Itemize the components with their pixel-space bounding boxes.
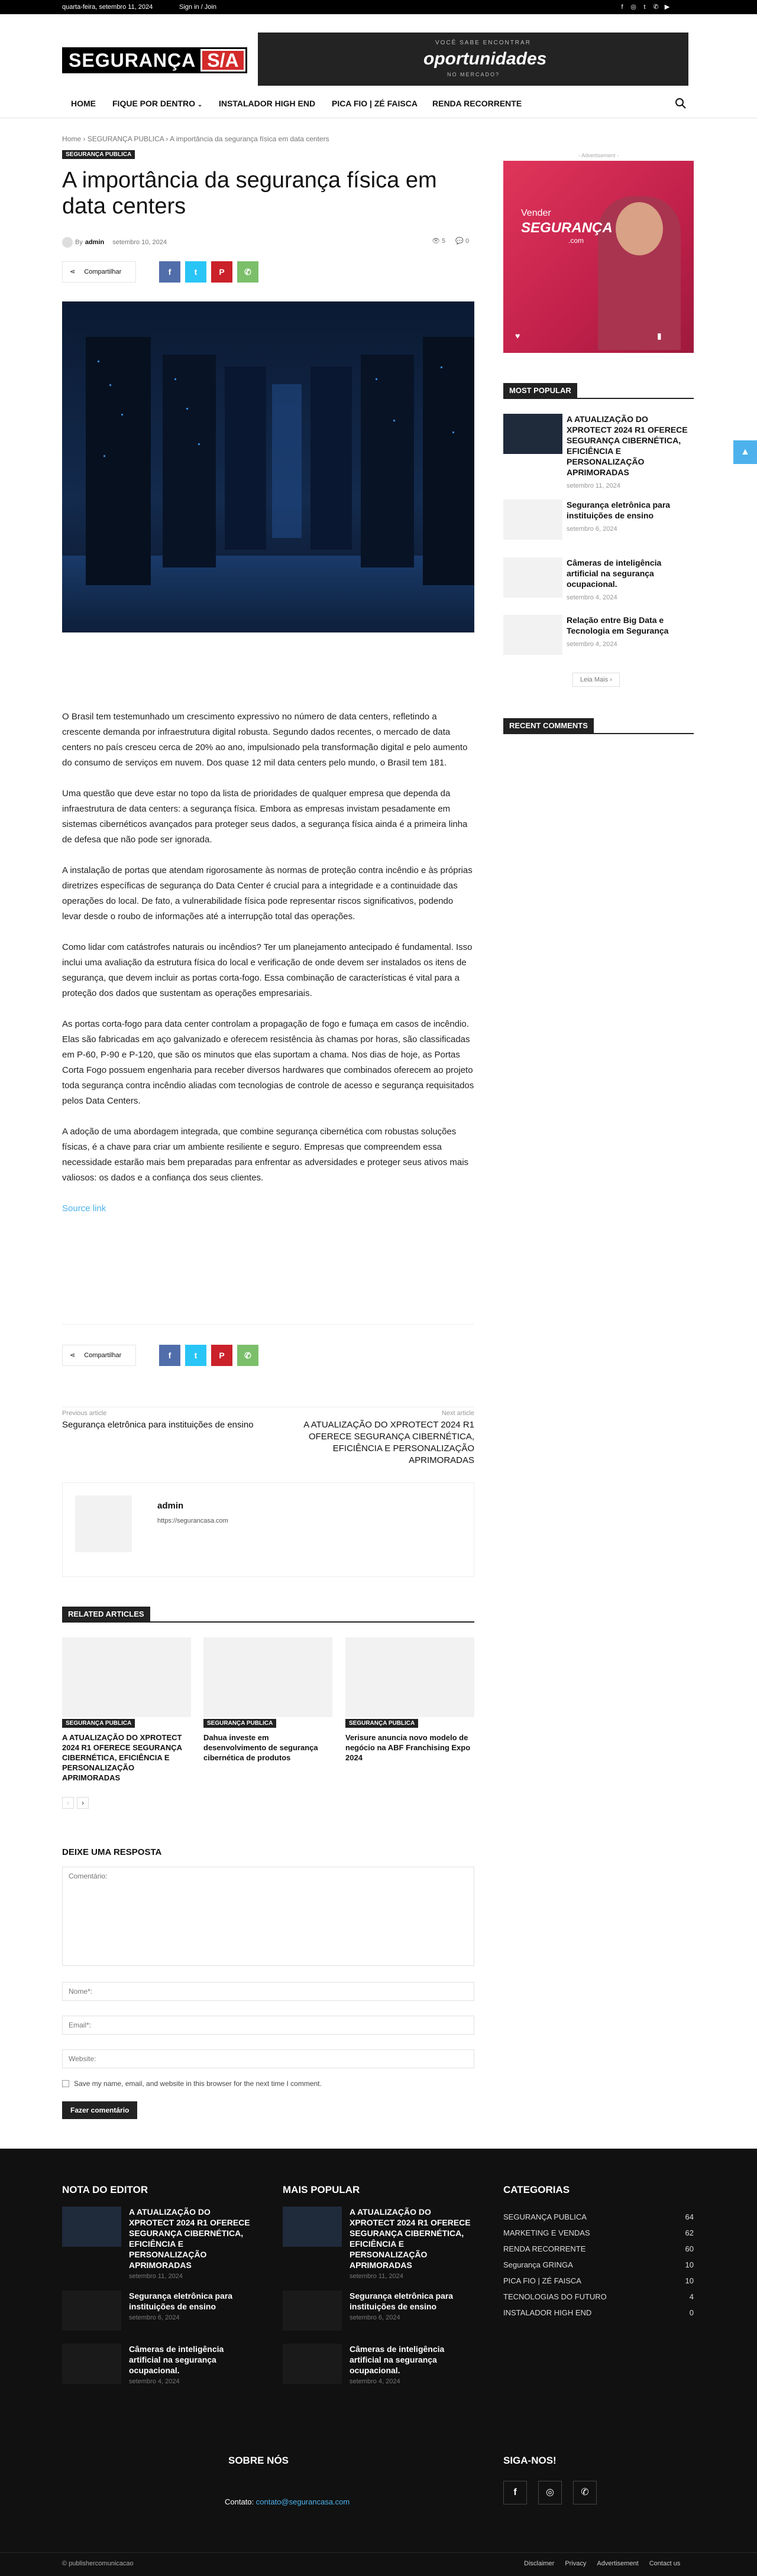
most-popular-item-date: setembro 11, 2024 [567,482,620,489]
footer-popular-item[interactable] [350,2344,474,2385]
contact-label: Contato: [225,2497,254,2506]
most-popular-thumbnail[interactable] [503,414,562,454]
author-box-url[interactable]: https://segurancasa.com [157,1517,228,1524]
most-popular-item-title[interactable]: Câmeras de inteligência artificial na segurança ocupacional. [567,558,662,589]
related-card[interactable] [62,1637,191,1783]
nav-item-instalador[interactable]: INSTALADOR HIGH END [219,99,316,108]
most-popular-title: MOST POPULAR [503,383,577,398]
most-popular-item-title[interactable]: Relação entre Big Data e Tecnologia em Segurança [567,615,669,635]
footer-category-item[interactable] [503,2228,694,2237]
related-category-tag[interactable]: SEGURANÇA PUBLICA [62,1719,135,1728]
next-article-title: A ATUALIZAÇÃO DO XPROTECT 2024 R1 OFERECE SEGURANÇA CIBERNÉTICA, EFICIÊNCIA E PERSONALIZAÇÃO APRIMORADAS [303,1420,474,1465]
share-icon: ⋖ [70,1352,76,1359]
whatsapp-share-button[interactable]: ✆ [237,1345,258,1366]
footer-editor-title: NOTA DO EDITOR [62,2184,148,2195]
current-date: quarta-feira, setembro 11, 2024 [62,4,153,11]
footer-item-title[interactable]: Câmeras de inteligência artificial na segurança ocupacional. [129,2344,224,2375]
footer-editor-thumbnail[interactable] [62,2207,121,2247]
footer-editor-item[interactable] [129,2344,253,2385]
share-button[interactable] [62,261,136,283]
website-field[interactable] [62,2049,474,2068]
related-title[interactable]: A ATUALIZAÇÃO DO XPROTECT 2024 R1 OFERECE SEGURANÇA CIBERNÉTICA, EFICIÊNCIA E PERSONALIZAÇÃO APRIMORADAS [62,1733,182,1782]
search-icon[interactable] [675,98,687,109]
load-more-button[interactable] [572,673,620,687]
whatsapp-share-button[interactable]: ✆ [237,261,258,283]
breadcrumb-sep: › [83,135,86,143]
logo-text: SEGURANÇA [69,49,196,71]
footer-category-item[interactable] [503,2244,694,2253]
most-popular-item-date: setembro 4, 2024 [567,594,617,601]
footer-category-item[interactable] [503,2212,694,2221]
related-articles-title: RELATED ARTICLES [62,1607,150,1621]
footer-link-privacy[interactable]: Privacy [565,2560,587,2567]
header-banner-ad[interactable] [258,33,688,86]
load-more-label: Leia Mais [580,676,609,683]
footer-popular-thumbnail[interactable] [283,2207,342,2247]
advertisement-label: - Advertisement - [578,153,619,158]
nav-item-label: FIQUE POR DENTRO [112,99,196,108]
source-link[interactable]: Source link [62,1203,106,1214]
post-category-tag[interactable]: SEGURANÇA PUBLICA [62,150,135,159]
author-avatar[interactable] [62,237,73,248]
footer-popular-thumbnail[interactable] [283,2344,342,2384]
nav-item-renda-recorrente[interactable]: RENDA RECORRENTE [432,99,522,108]
footer-item-title[interactable]: A ATUALIZAÇÃO DO XPROTECT 2024 R1 OFERECE SEGURANÇA CIBERNÉTICA, EFICIÊNCIA E PERSONALIZAÇÃO APRIMORADAS [129,2207,250,2270]
submit-comment-button[interactable]: Fazer comentário [62,2101,137,2119]
most-popular-item[interactable] [567,615,694,648]
reply-title: DEIXE UMA RESPOSTA [62,1847,162,1857]
article-paragraph: A instalação de portas que atendam rigorosamente às normas de proteção contra incêndio e às próprias diretrizes específicas de segurança do Data Center é crucial para a integridade e a continuidade das operações do local. De fato, a vulnerabilidade física pode representar riscos significativos, podendo levar desde o roubo de informações até a interrupção total das operações. [62,865,473,922]
share-label: Compartilhar [84,1352,122,1359]
most-popular-thumbnail[interactable] [503,557,562,598]
post-stats [432,237,469,245]
related-title[interactable]: Dahua investe em desenvolvimento de segurança cibernética de produtos [203,1733,318,1762]
eye-icon: 👁 [432,238,440,245]
footer-link-contact[interactable]: Contact us [649,2560,681,2567]
most-popular-item[interactable] [567,414,694,489]
footer-popular-item[interactable] [350,2207,474,2280]
footer-popular-item[interactable] [350,2291,474,2321]
twitter-icon[interactable]: t [643,4,646,11]
most-popular-item[interactable] [567,557,694,601]
twitter-share-button[interactable]: t [185,261,206,283]
article-paragraph: Como lidar com catástrofes naturais ou incêndios? Ter um planejamento antecipado é fundamental. Isso inclui uma avaliação da estrutura física do local e verificação de onde devem ser instalados os itens de segurança, que devem incluir as portas corta-fogo. Essa combinação de características é vital para a proteção dos dados que sustentam as operações empresariais. [62,942,473,998]
footer-item-date: setembro 4, 2024 [129,2378,180,2385]
banner-line3: NO MERCADO? [447,72,500,77]
footer-link-disclaimer[interactable]: Disclaimer [524,2560,555,2567]
category-name: TECNOLOGIAS DO FUTURO [503,2292,607,2301]
recent-comments-title: RECENT COMMENTS [503,718,594,733]
twitter-share-button[interactable]: t [185,1345,206,1366]
prev-article-title: Segurança eletrônica para instituições de ensino [62,1420,254,1430]
related-card[interactable] [203,1637,332,1763]
most-popular-thumbnail[interactable] [503,499,562,540]
footer-category-item[interactable] [503,2276,694,2285]
footer-facebook-icon[interactable]: f [503,2481,527,2504]
most-popular-item-date: setembro 6, 2024 [567,525,617,533]
footer-item-date: setembro 6, 2024 [129,2314,180,2321]
article-paragraph: O Brasil tem testemunhado um crescimento expressivo no número de data centers, refletindo a crescente demanda por infraestrutura digital robusta. Segundo dados recentes, o mercado de data centers no país cresceu cerca de 20% ao ano, impulsionado pela transformação digital e pelo aumento do consumo de serviços em nuvem. Dos quase 12 mil data centers pelo mundo, o Brasil tem 181. [62,712,468,768]
category-count: 62 [685,2228,694,2237]
footer-categories-title: CATEGORIAS [503,2184,570,2195]
nav-item-fique-por-dentro[interactable] [112,99,202,108]
category-count: 60 [685,2244,694,2253]
share-label: Compartilhar [84,268,122,275]
recent-comments-header [503,718,694,734]
category-name: SEGURANÇA PUBLICA [503,2212,587,2221]
sidebar-ad[interactable] [503,161,694,353]
nav-item-pica-fio[interactable]: PICA FIO | ZÉ FAISCA [332,99,418,108]
site-footer [0,2149,757,2576]
banner-line1: VOCÊ SABE ENCONTRAR [435,40,531,46]
footer-about-title: SOBRE NÓS [228,2455,289,2466]
instagram-icon[interactable]: ◎ [630,4,636,11]
save-info-row [62,2079,322,2088]
comment-count[interactable]: 0 [465,238,470,245]
footer-divider [0,2552,757,2553]
article-paragraph: A adoção de uma abordagem integrada, que combine segurança cibernética com robustas soluções físicas, é a chave para criar um ambiente resiliente e seguro. Empresas que compreendem essa necessidade estarão mais bem preparadas para enfrentar as adversidades e proteger seus ativos mais valiosos: os dados e a confiança dos seus clientes. [62,1127,469,1183]
footer-item-date: setembro 6, 2024 [350,2314,400,2321]
related-prev-button[interactable]: ‹ [62,1797,74,1809]
author-box-avatar[interactable] [75,1495,132,1552]
footer-item-title[interactable]: A ATUALIZAÇÃO DO XPROTECT 2024 R1 OFERECE SEGURANÇA CIBERNÉTICA, EFICIÊNCIA E PERSONALIZAÇÃO APRIMORADAS [350,2207,471,2270]
footer-item-title[interactable]: Segurança eletrônica para instituições de ensino [350,2291,454,2311]
footer-category-item[interactable] [503,2260,694,2269]
related-thumbnail[interactable] [62,1637,191,1717]
facebook-share-button[interactable]: f [159,1345,180,1366]
by-label: By [75,239,83,246]
page-title: A importância da segurança física em data centers [62,168,437,219]
footer-item-date: setembro 11, 2024 [129,2273,183,2280]
banner-line2: oportunidades [423,49,547,69]
footer-whatsapp-icon[interactable]: ✆ [573,2481,597,2504]
featured-image [62,301,474,632]
arrow-up-icon: ▲ [740,447,750,457]
related-thumbnail[interactable] [345,1637,474,1717]
related-category-tag[interactable]: SEGURANÇA PUBLICA [345,1719,418,1728]
post-meta [62,237,167,248]
breadcrumb-sep: › [166,135,169,143]
chevron-right-icon: › [610,676,612,683]
author-box-name[interactable]: admin [157,1501,184,1511]
footer-item-title[interactable]: Segurança eletrônica para instituições de ensino [129,2291,233,2311]
related-articles-header [62,1607,474,1623]
view-count: 5 [442,238,446,245]
whatsapp-icon[interactable]: ✆ [653,4,659,11]
related-thumbnail[interactable] [203,1637,332,1717]
category-count: 64 [685,2212,694,2221]
most-popular-thumbnail[interactable] [503,615,562,655]
footer-contact [225,2497,350,2506]
footer-category-item[interactable] [503,2308,694,2317]
article-body [62,709,474,1232]
footer-links [524,2560,680,2567]
footer-popular-title: MAIS POPULAR [283,2184,360,2195]
main-nav [0,92,757,118]
nav-item-home[interactable]: HOME [71,99,96,108]
logo-badge: S/A [200,49,245,72]
ad-line2: SEGURANÇA [521,220,613,236]
facebook-icon[interactable]: f [621,4,623,11]
footer-category-item[interactable] [503,2292,694,2301]
contact-email-link[interactable]: contato@segurancasa.com [255,2497,350,2506]
breadcrumb-current: A importância da segurança física em data centers [170,135,329,143]
footer-editor-item[interactable] [129,2207,253,2280]
footer-item-date: setembro 4, 2024 [350,2378,400,2385]
name-field[interactable] [62,1982,474,2001]
author-box [62,1482,474,1577]
heart-icon: ♥ [515,331,520,340]
footer-item-date: setembro 11, 2024 [350,2273,403,2280]
footer-popular-thumbnail[interactable] [283,2291,342,2331]
related-category-tag[interactable]: SEGURANÇA PUBLICA [203,1719,276,1728]
footer-item-title[interactable]: Câmeras de inteligência artificial na segurança ocupacional. [350,2344,445,2375]
breadcrumb-category[interactable]: SEGURANÇA PUBLICA [87,135,164,143]
category-name: MARKETING E VENDAS [503,2228,590,2237]
related-next-button[interactable]: › [77,1797,89,1809]
article-paragraph: Uma questão que deve estar no topo da lista de prioridades de qualquer empresa que dependa da infraestrutura de data centers: a segurança física. Embora as empresas invistam pesadamente em sistemas cibernéticos avançados para proteger seus dados, a segurança física ainda é a primeira linha de defesa que não pode ser ignorada. [62,789,468,845]
email-field[interactable] [62,2016,474,2035]
category-count: 0 [689,2308,694,2317]
copyright: © publishercomunicacao [62,2560,134,2567]
share-icon: ⋖ [70,268,76,275]
scroll-to-top-button[interactable] [733,440,757,464]
ad-line1: Vender [521,208,551,218]
related-card[interactable] [345,1637,474,1763]
prev-article-link[interactable] [62,1410,263,1431]
footer-editor-thumbnail[interactable] [62,2291,121,2331]
category-count: 10 [685,2260,694,2269]
bookmark-icon: ▮ [657,331,662,340]
save-info-label: Save my name, email, and website in this browser for the next time I comment. [74,2079,322,2088]
pinterest-share-button[interactable]: P [211,261,232,283]
footer-instagram-icon[interactable]: ◎ [538,2481,562,2504]
related-title[interactable]: Verisure anuncia novo modelo de negócio na ABF Franchising Expo 2024 [345,1733,471,1762]
comment-textarea[interactable] [62,1867,474,1966]
footer-editor-thumbnail[interactable] [62,2344,121,2384]
signin-link[interactable]: Sign in / Join [179,4,216,11]
category-name: Segurança GRINGA [503,2260,573,2269]
breadcrumb-home[interactable]: Home [62,135,82,143]
prev-article-label: Previous article [62,1410,107,1417]
category-name: RENDA RECORRENTE [503,2244,586,2253]
footer-link-advertisement[interactable]: Advertisement [597,2560,639,2567]
next-article-label: Next article [441,1410,474,1417]
category-count: 4 [689,2292,694,2301]
most-popular-item-title[interactable]: Segurança eletrônica para instituições de ensino [567,500,671,520]
most-popular-item-title[interactable]: A ATUALIZAÇÃO DO XPROTECT 2024 R1 OFERECE SEGURANÇA CIBERNÉTICA, EFICIÊNCIA E PERSONALIZAÇÃO APRIMORADAS [567,414,688,477]
footer-follow-title: SIGA-NOS! [503,2455,557,2466]
category-name: PICA FIO | ZÉ FAISCA [503,2276,581,2285]
top-bar [0,0,757,14]
most-popular-item[interactable] [567,499,694,533]
ad-line3: .com [568,236,584,245]
chevron-down-icon: ⌄ [197,102,203,108]
author-name[interactable]: admin [85,239,105,246]
comment-icon[interactable]: 💬 [455,238,464,245]
breadcrumb [62,135,329,143]
share-button-bottom[interactable] [62,1345,136,1366]
next-article-link[interactable] [273,1410,474,1467]
youtube-icon[interactable]: ▶ [664,4,670,11]
article-paragraph: As portas corta-fogo para data center controlam a propagação de fogo e fumaça em casos de incêndio. Elas são fabricadas em aço galvanizado e oferecem resistência às chamas por horas, são classificadas em P-60, P-90 e P-120, que são os minutos que elas suportam a chama. Nos dias de hoje, as Portas Corta Fogo possuem engenharia para receber diversos hardwares que combinados oferecem ao projeto toda segurança contra incêndio aliadas com tecnologias de controle de acesso e segurança requisitados pelos Data Centers. [62,1019,474,1106]
site-logo[interactable] [62,47,247,73]
post-date: setembro 10, 2024 [112,239,167,246]
category-name: INSTALADOR HIGH END [503,2308,592,2317]
pinterest-share-button[interactable]: P [211,1345,232,1366]
save-info-checkbox[interactable] [62,2080,69,2087]
footer-editor-item[interactable] [129,2291,253,2321]
divider [62,1324,474,1325]
category-count: 10 [685,2276,694,2285]
ad-person-face [616,202,663,255]
most-popular-item-date: setembro 4, 2024 [567,641,617,648]
most-popular-header [503,383,694,399]
facebook-share-button[interactable]: f [159,261,180,283]
